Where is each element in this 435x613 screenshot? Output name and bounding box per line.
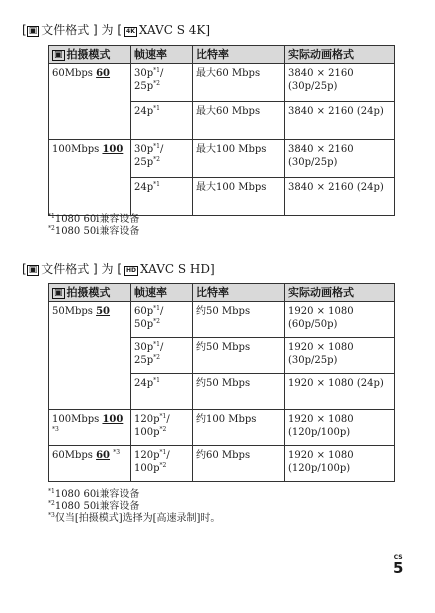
page-index: 5 <box>393 559 404 577</box>
header-bitrate: 比特率 <box>193 284 285 302</box>
bitrate-cell: 约60 Mbps <box>193 446 285 482</box>
header-mode: ▣ 拍摄模式 <box>49 46 131 64</box>
fps-cell: $24p^{*1}$ <box>131 102 193 140</box>
4k-badge-icon: 4K <box>126 28 135 35</box>
title-format: XAVC S HD] <box>140 262 215 276</box>
header-bitrate: 比特率 <box>193 46 285 64</box>
mode-cell: 50Mbps 50 <box>49 302 131 410</box>
table-header-row <box>49 46 395 64</box>
footnote: $^{*2}$1080 50i兼容设备 <box>48 500 140 512</box>
title-bracket: [ <box>22 23 27 37</box>
fps-cell: $120p^{*1}/$ $100p^{*2}$ <box>131 446 193 482</box>
format-cell: 1920 × 1080 (120p/100p) <box>285 410 395 446</box>
title-text: 文件格式 ] 为 [ <box>41 23 123 37</box>
section1-notes <box>48 214 139 238</box>
format-cell: 1920 × 1080 (24p) <box>285 374 395 410</box>
film-icon: ▣ <box>54 288 63 298</box>
mode-icon: 100 <box>102 144 124 155</box>
footnote: $^{*1}$1080 60i兼容设备 <box>48 488 140 500</box>
header-fps: 帧速率 <box>131 284 193 302</box>
title-text: 文件格式 ] 为 [ <box>41 262 123 276</box>
table-row <box>49 140 395 178</box>
title-bracket: [ <box>22 262 27 276</box>
header-format: 实际动画格式 <box>285 284 395 302</box>
film-icon: ▣ <box>54 50 63 60</box>
mode-icon: 60 <box>96 68 111 79</box>
fps-cell: $120p^{*1}/$ $100p^{*2}$ <box>131 410 193 446</box>
mode-cell: 100Mbps 100 $^{*3}$ <box>49 410 131 446</box>
mode-icon: 100 <box>102 414 124 425</box>
mode-cell: 60Mbps 60 $^{*3}$ <box>49 446 131 482</box>
mode-cell: 100Mbps 100 <box>49 140 131 216</box>
table-row <box>49 410 395 446</box>
header-format: 实际动画格式 <box>285 46 395 64</box>
footnote: $^{*2}$1080 50i兼容设备 <box>48 225 140 237</box>
fps-cell: $30p^{*1}/$ $25p^{*2}$ <box>131 338 193 374</box>
bitrate-cell: 最大100 Mbps <box>193 140 285 178</box>
header-fps: 帧速率 <box>131 46 193 64</box>
section1-table <box>48 45 395 216</box>
table-row <box>49 302 395 338</box>
mode-icon: 50 <box>96 306 111 317</box>
table-row <box>49 446 395 482</box>
format-cell: 3840 × 2160 (30p/25p) <box>285 64 395 102</box>
format-cell: 1920 × 1080 (60p/50p) <box>285 302 395 338</box>
bitrate-cell: 最大60 Mbps <box>193 64 285 102</box>
fps-cell: $60p^{*1}/$ $50p^{*2}$ <box>131 302 193 338</box>
mode-icon: 60 <box>96 450 111 461</box>
fps-cell: $24p^{*1}$ <box>131 178 193 216</box>
fps-cell: $30p^{*1}/$ $25p^{*2}$ <box>131 64 193 102</box>
fps-cell: $30p^{*1}/$ $25p^{*2}$ <box>131 140 193 178</box>
format-cell: 3840 × 2160 (30p/25p) <box>285 140 395 178</box>
page-number <box>393 554 403 576</box>
footnote: $^{*3}$仅当[拍摄模式]选择为[高速录制]时。 <box>48 512 221 524</box>
title-format: XAVC S 4K] <box>138 23 211 37</box>
mode-cell: 60Mbps 60 <box>49 64 131 140</box>
section2-notes <box>48 489 220 525</box>
bitrate-cell: 约100 Mbps <box>193 410 285 446</box>
film-icon: ▣ <box>28 26 38 36</box>
section1-title <box>22 22 210 38</box>
format-cell: 3840 × 2160 (24p) <box>285 178 395 216</box>
format-cell: 1920 × 1080 (120p/100p) <box>285 446 395 482</box>
film-icon: ▣ <box>28 265 38 275</box>
table-header-row <box>49 284 395 302</box>
format-cell: 1920 × 1080 (30p/25p) <box>285 338 395 374</box>
hd-badge-icon: HD <box>126 267 137 274</box>
language-code: CS <box>393 554 403 561</box>
fps-cell: $24p^{*1}$ <box>131 374 193 410</box>
header-mode: ▣ 拍摄模式 <box>49 284 131 302</box>
section2-title <box>22 261 215 277</box>
bitrate-cell: 约50 Mbps <box>193 338 285 374</box>
bitrate-cell: 最大60 Mbps <box>193 102 285 140</box>
section2-table <box>48 283 395 482</box>
footnote: $^{*1}$1080 60i兼容设备 <box>48 213 140 225</box>
bitrate-cell: 最大100 Mbps <box>193 178 285 216</box>
bitrate-cell: 约50 Mbps <box>193 302 285 338</box>
table-row <box>49 64 395 102</box>
format-cell: 3840 × 2160 (24p) <box>285 102 395 140</box>
bitrate-cell: 约50 Mbps <box>193 374 285 410</box>
